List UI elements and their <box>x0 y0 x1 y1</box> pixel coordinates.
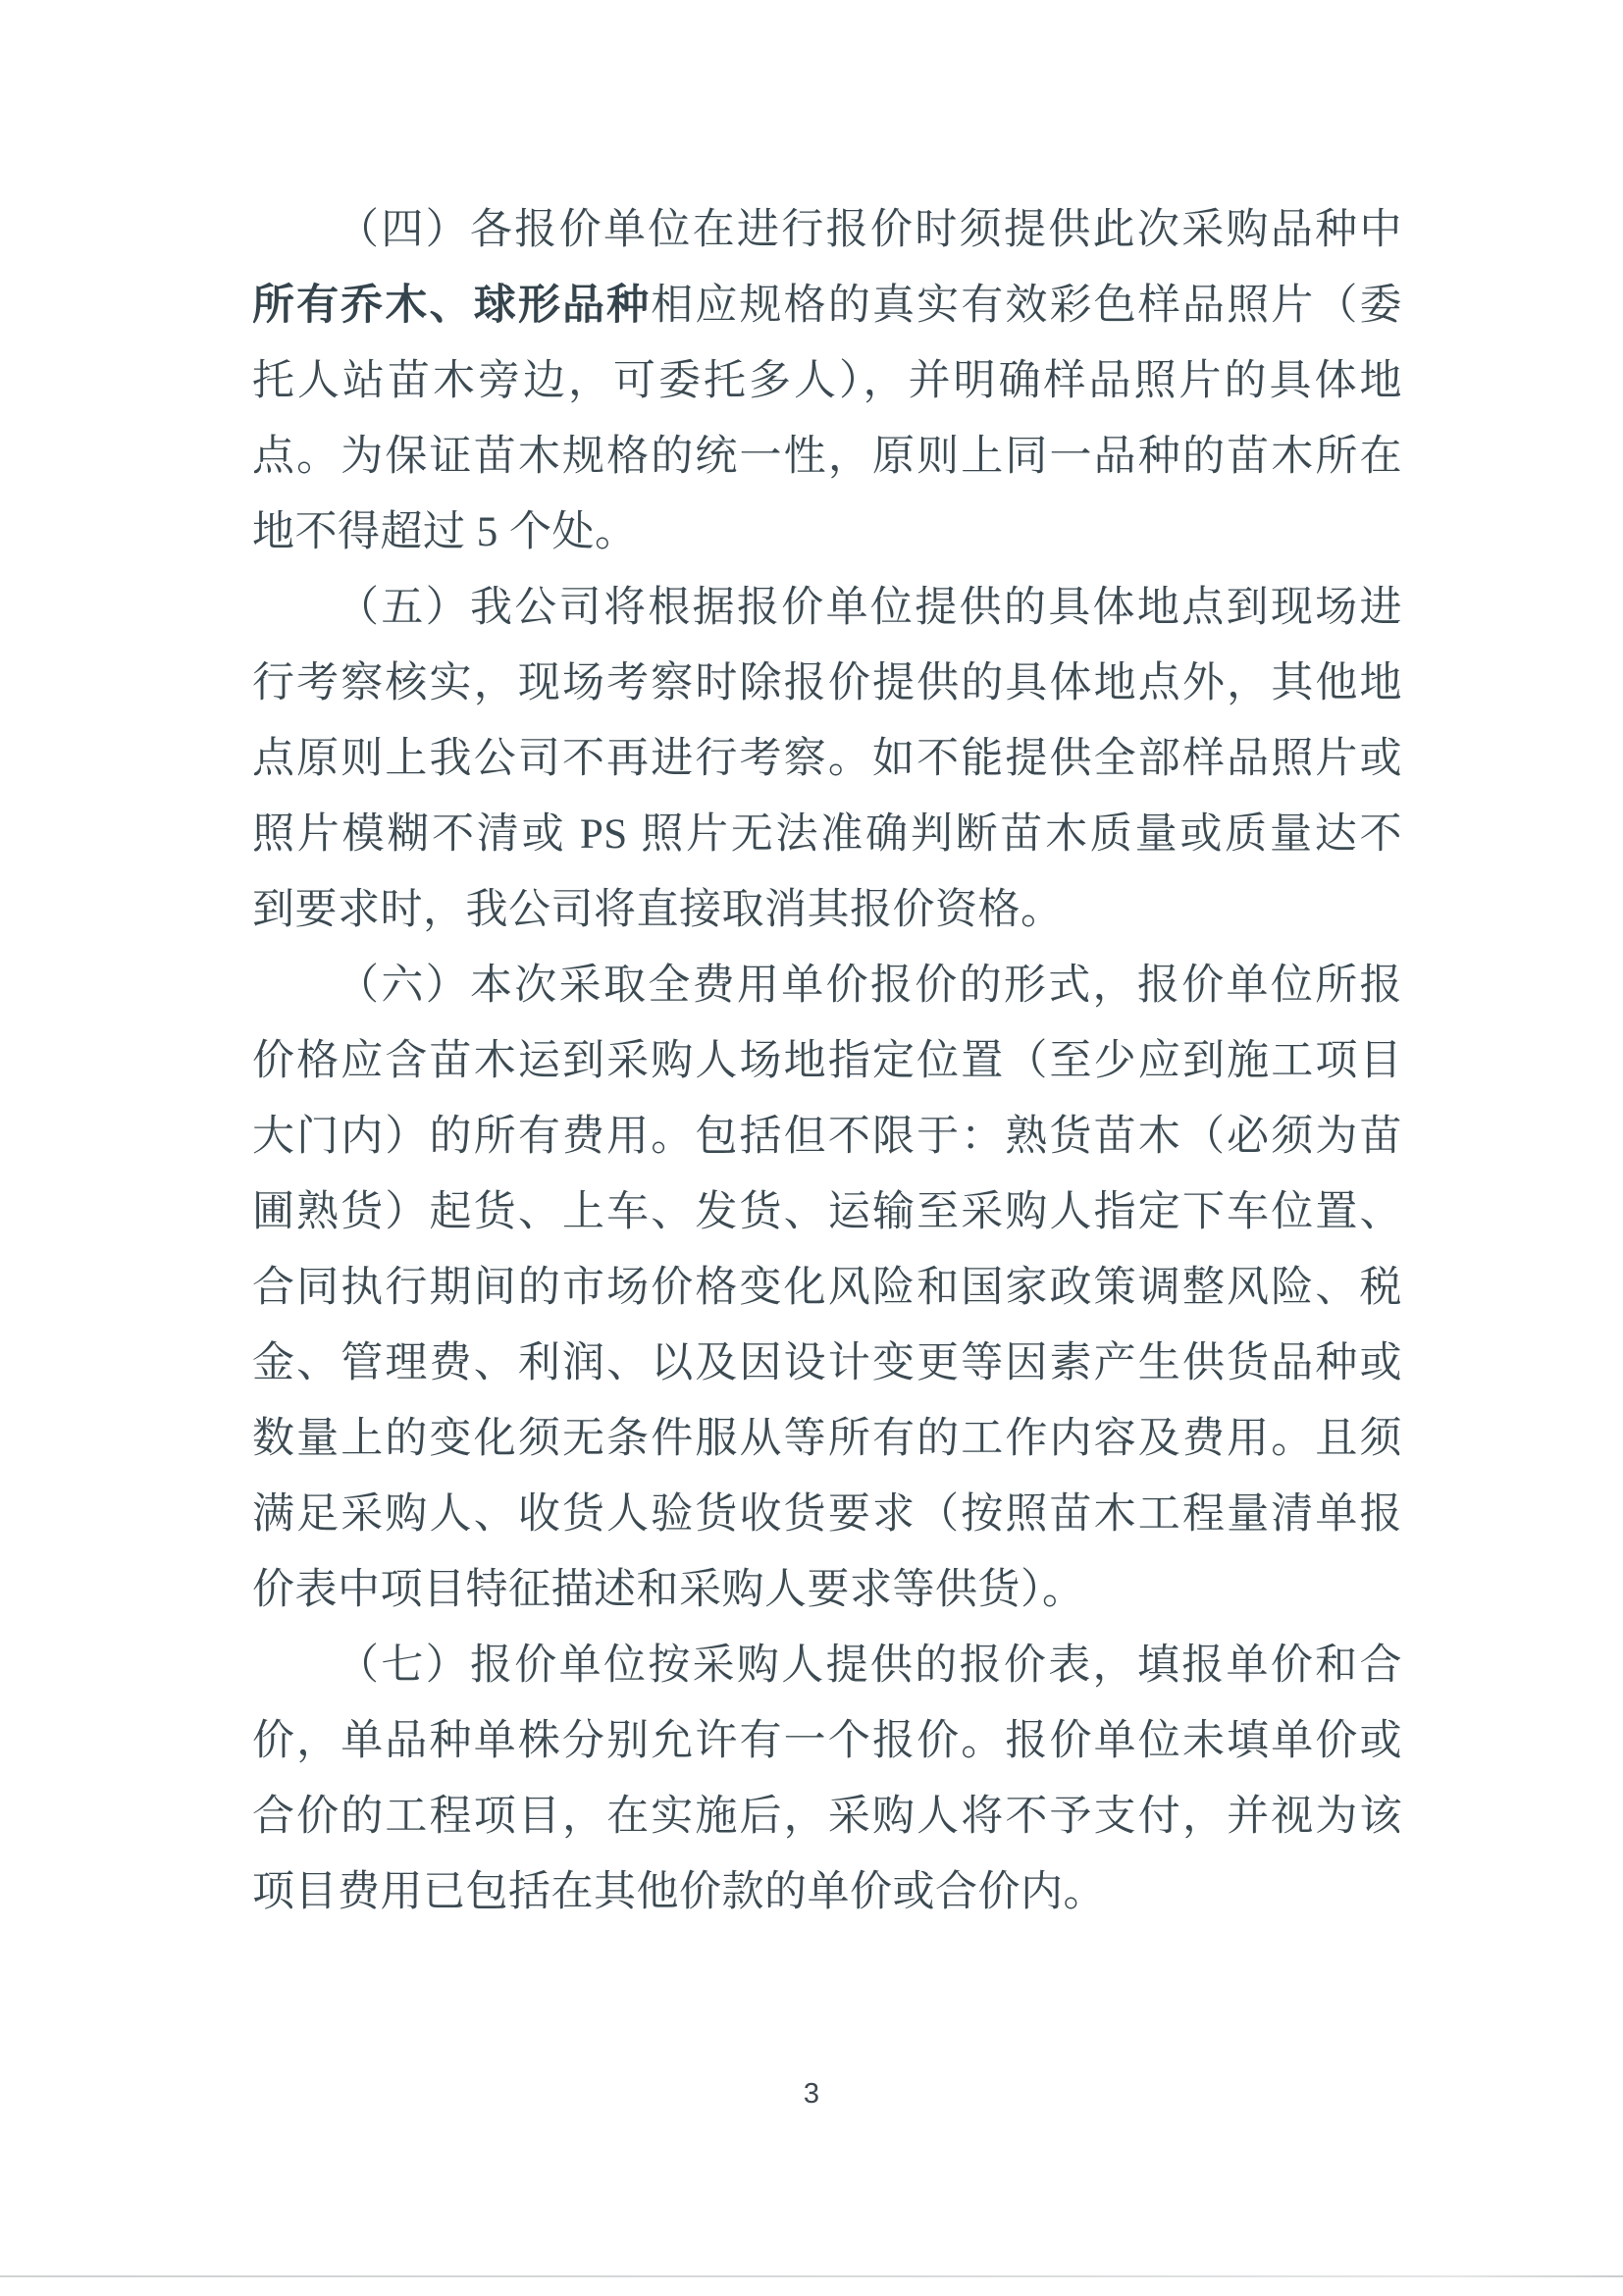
text-line <box>252 1326 1402 1401</box>
text-line <box>252 1250 1402 1326</box>
clause-5 <box>252 570 1402 948</box>
text-line <box>252 1552 1402 1628</box>
text-line <box>252 1779 1402 1854</box>
document-text <box>252 192 1402 1930</box>
text-line <box>252 1477 1402 1552</box>
text-line <box>252 872 1402 948</box>
body-text: 地不得超过 5 个处。 <box>252 509 638 555</box>
body-text: 价格应含苗木运到采购人场地指定位置（至少应到施工项目 <box>252 1038 1402 1084</box>
text-line <box>252 1401 1402 1477</box>
body-text: 托人站苗木旁边，可委托多人），并明确样品照片的具体地 <box>252 358 1402 404</box>
text-line <box>252 1174 1402 1250</box>
text-line <box>252 1854 1402 1930</box>
text-line <box>252 419 1402 495</box>
body-text: 行考察核实，现场考察时除报价提供的具体地点外，其他地 <box>252 660 1402 706</box>
body-text: （四）各报价单位在进行报价时须提供此次采购品种中 <box>337 207 1402 253</box>
body-text: （六）本次采取全费用单价报价的形式，报价单位所报 <box>337 963 1402 1009</box>
text-line <box>252 948 1402 1023</box>
text-line <box>252 1023 1402 1099</box>
body-text: （七）报价单位按采购人提供的报价表，填报单价和合 <box>337 1643 1402 1689</box>
text-line <box>252 343 1402 419</box>
text-line <box>252 570 1402 646</box>
text-line <box>252 268 1402 343</box>
body-text: 合同执行期间的市场价格变化风险和国家政策调整风险、税 <box>252 1265 1402 1311</box>
text-line <box>252 1628 1402 1703</box>
text-line <box>252 192 1402 268</box>
body-text: 到要求时，我公司将直接取消其报价资格。 <box>252 887 1064 933</box>
clause-7 <box>252 1628 1402 1930</box>
text-line <box>252 797 1402 872</box>
page-bottom-scan-line <box>0 2275 1623 2277</box>
body-text: 满足采购人、收货人验货收货要求（按照苗木工程量清单报 <box>252 1491 1402 1538</box>
body-text: 项目费用已包括在其他价款的单价或合价内。 <box>252 1869 1106 1915</box>
clause-4 <box>252 192 1402 570</box>
body-text: 合价的工程项目，在实施后，采购人将不予支付，并视为该 <box>252 1794 1402 1840</box>
body-text: 相应规格的真实有效彩色样品照片（委 <box>651 283 1403 329</box>
body-text: 金、管理费、利润、以及因设计变更等因素产生供货品种或 <box>252 1340 1402 1386</box>
body-text: 大门内）的所有费用。包括但不限于：熟货苗木（必须为苗 <box>252 1114 1402 1160</box>
text-line <box>252 646 1402 721</box>
clause-6 <box>252 948 1402 1628</box>
text-line <box>252 1099 1402 1174</box>
body-text: 点原则上我公司不再进行考察。如不能提供全部样品照片或 <box>252 736 1402 782</box>
body-text: 点。为保证苗木规格的统一性，原则上同一品种的苗木所在 <box>252 434 1402 480</box>
text-line <box>252 495 1402 570</box>
body-text: （五）我公司将根据报价单位提供的具体地点到现场进 <box>337 585 1402 631</box>
body-text: 价表中项目特征描述和采购人要求等供货）。 <box>252 1567 1085 1613</box>
text-line <box>252 721 1402 797</box>
body-text: 数量上的变化须无条件服从等所有的工作内容及费用。且须 <box>252 1416 1402 1462</box>
text-line <box>252 1703 1402 1779</box>
body-text: 圃熟货）起货、上车、发货、运输至采购人指定下车位置、 <box>252 1189 1402 1235</box>
body-text: 价，单品种单株分别允许有一个报价。报价单位未填单价或 <box>252 1718 1402 1764</box>
body-text: 照片模糊不清或 PS 照片无法准确判断苗木质量或质量达不 <box>252 811 1402 858</box>
page-number: 3 <box>803 2078 820 2110</box>
bold-emphasis-text: 所有乔木、球形品种 <box>252 283 652 329</box>
